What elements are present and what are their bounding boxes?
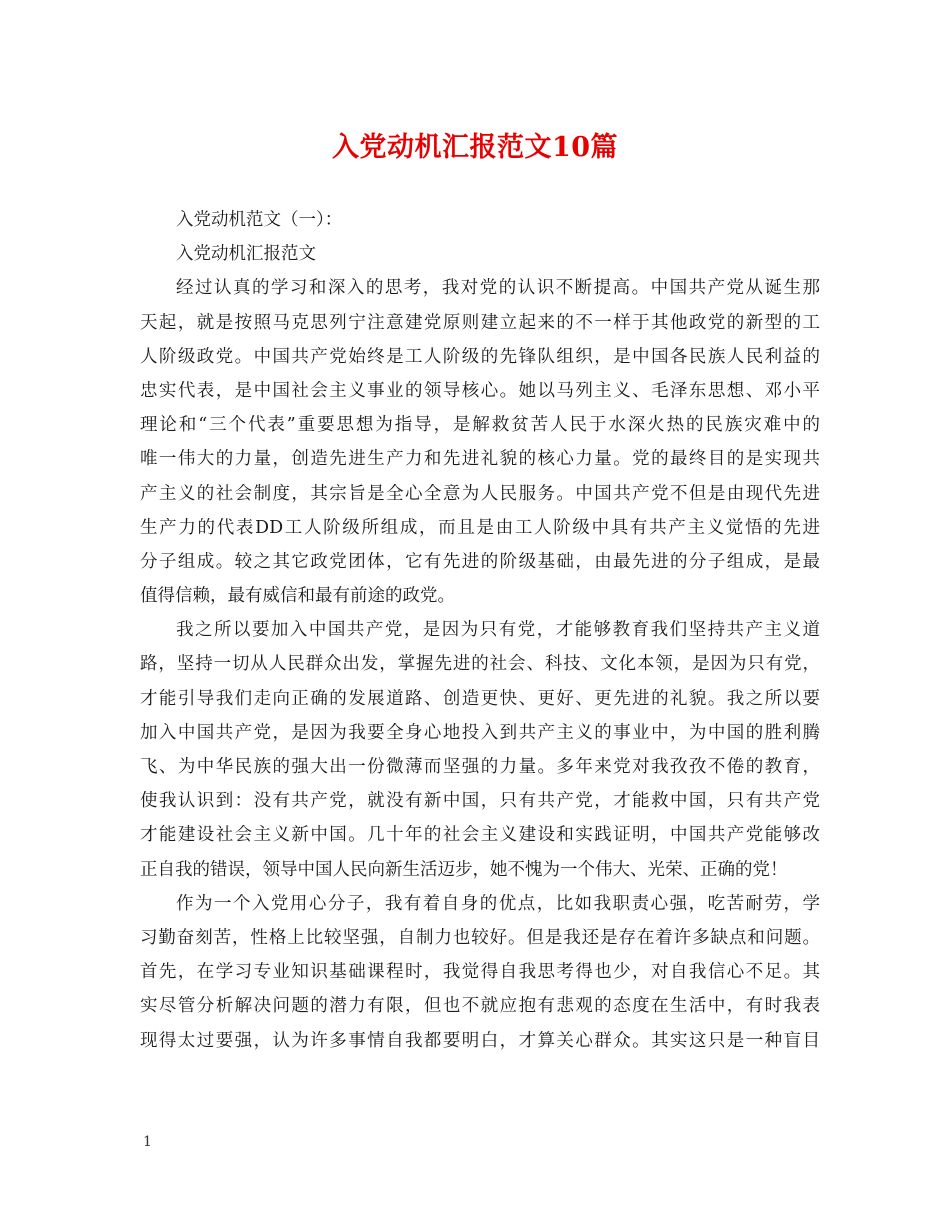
text-line: 我之所以要加入中国共产党，是因为只有党，才能够教育我们坚持共产主义道: [176, 620, 820, 641]
text-line: 习勤奋刻苦，性格上比较坚强，自制力也较好。但是我还是存在着许多缺点和问题。: [140, 927, 820, 948]
text-line: 使我认识到：没有共产党，就没有新中国，只有共产党，才能救中国，只有共产党: [140, 791, 820, 812]
text-line: 值得信赖，最有威信和最有前途的政党。: [140, 586, 455, 607]
text-line: 才能引导我们走向正确的发展道路、创造更快、更好、更先进的礼貌。我之所以要: [140, 688, 820, 709]
text-line: 经过认真的学习和深入的思考，我对党的认识不断提高。中国共产党从诞生那: [176, 278, 820, 299]
document-body: [140, 203, 820, 1058]
text-line: 作为一个入党用心分子，我有着自身的优点，比如我职责心强，吃苦耐劳，学: [176, 893, 820, 914]
text-line: 生产力的代表DD工人阶级所组成，而且是由工人阶级中具有共产主义觉悟的先进: [140, 517, 820, 538]
text-line: 首先，在学习专业知识基础课程时，我觉得自我思考得也少，对自我信心不足。其: [140, 962, 820, 983]
text-line: 理论和“三个代表”重要思想为指导，是解救贫苦人民于水深火热的民族灾难中的: [140, 415, 820, 436]
text-line: 正自我的错误，领导中国人民向新生活迈步，她不愧为一个伟大、光荣、正确的党！: [140, 859, 788, 880]
text-line: 入党动机汇报范文: [176, 244, 316, 265]
text-line: 才能建设社会主义新中国。几十年的社会主义建设和实践证明，中国共产党能够改: [140, 825, 820, 846]
text-line: 加入中国共产党，是因为我要全身心地投入到共产主义的事业中，为中国的胜利腾: [140, 722, 820, 743]
text-line: 产主义的社会制度，其宗旨是全心全意为人民服务。中国共产党不但是由现代先进: [140, 483, 820, 504]
text-line: 实尽管分析解决问题的潜力有限，但也不就应抱有悲观的态度在生活中，有时我表: [140, 996, 820, 1017]
text-line: 现得太过要强，认为许多事情自我都要明白，才算关心群众。其实这只是一种盲目: [140, 1030, 820, 1051]
page-number: 1: [143, 1134, 152, 1150]
text-line: 唯一伟大的力量，创造先进生产力和先进礼貌的核心力量。党的最终目的是实现共: [140, 449, 820, 470]
text-line: 分子组成。较之其它政党团体，它有先进的阶级基础，由最先进的分子组成，是最: [140, 551, 820, 572]
document-title: 入党动机汇报范文10篇: [331, 132, 619, 163]
text-line: 飞、为中华民族的强大出一份微薄而坚强的力量。多年来党对我孜孜不倦的教育，: [140, 757, 820, 777]
text-line: 天起，就是按照马克思列宁注意建党原则建立起来的不一样于其他政党的新型的工: [140, 312, 820, 333]
text-line: 入党动机范文（一）：: [176, 210, 343, 230]
text-line: 路，坚持一切从人民群众出发，掌握先进的社会、科技、文化本领，是因为只有党，: [140, 654, 820, 675]
text-line: 人阶级政党。中国共产党始终是工人阶级的先锋队组织，是中国各民族人民利益的: [140, 346, 820, 367]
text-line: 忠实代表，是中国社会主义事业的领导核心。她以马列主义、毛泽东思想、邓小平: [140, 380, 820, 401]
